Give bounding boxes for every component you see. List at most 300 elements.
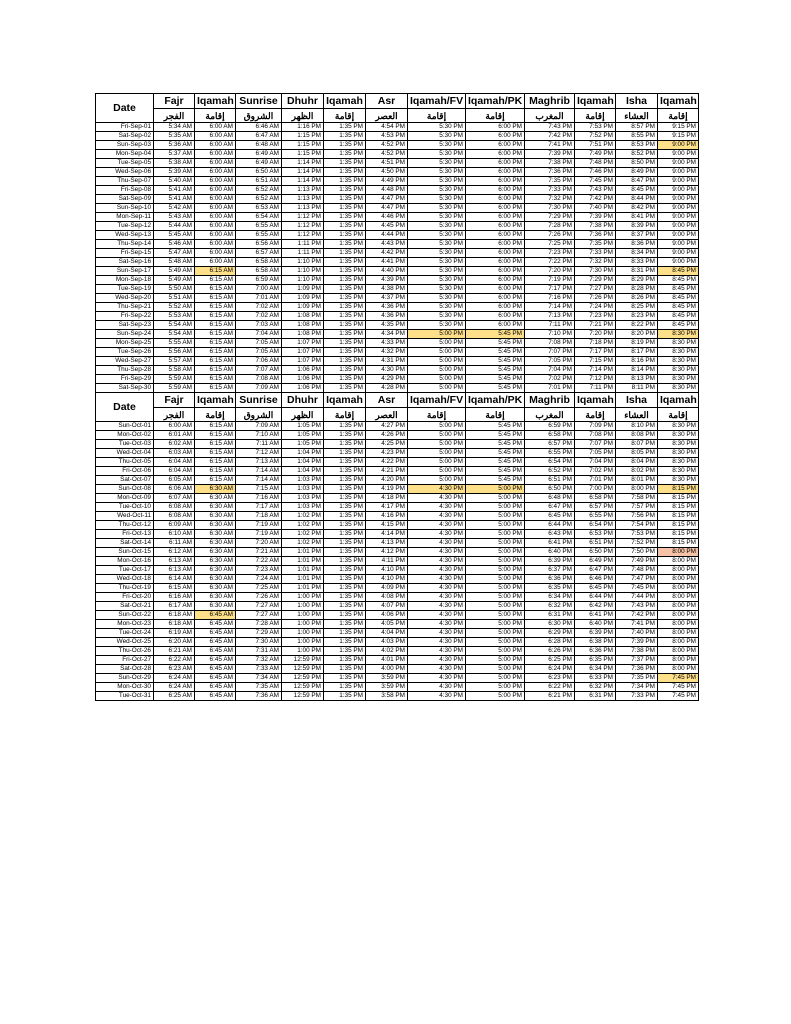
- time-cell: 6:00 PM: [466, 258, 525, 267]
- prayer-timetable: [95, 93, 698, 701]
- time-cell: 8:00 PM: [658, 611, 699, 620]
- time-cell: 6:00 PM: [466, 213, 525, 222]
- time-cell: 4:30 PM: [408, 683, 466, 692]
- time-cell: 9:00 PM: [658, 177, 699, 186]
- time-cell: 1:35 PM: [324, 566, 366, 575]
- table-row: [96, 467, 699, 476]
- table-row: [96, 159, 699, 168]
- time-cell: 5:52 AM: [154, 303, 195, 312]
- time-cell: 7:43 PM: [616, 602, 658, 611]
- column-header-ar: الظهر: [282, 109, 324, 123]
- time-cell: 8:55 PM: [616, 132, 658, 141]
- time-cell: 9:00 PM: [658, 222, 699, 231]
- time-cell: 4:45 PM: [366, 222, 408, 231]
- time-cell: 4:47 PM: [366, 204, 408, 213]
- time-cell: 8:47 PM: [616, 177, 658, 186]
- time-cell: 9:00 PM: [658, 195, 699, 204]
- time-cell: 1:35 PM: [324, 303, 366, 312]
- time-cell: 7:07 AM: [236, 366, 282, 375]
- time-cell: 8:20 PM: [616, 330, 658, 339]
- column-header-ar: إقامة: [324, 408, 366, 422]
- time-cell: 1:35 PM: [324, 476, 366, 485]
- time-cell: 7:43 PM: [575, 186, 616, 195]
- time-cell: 6:07 AM: [154, 494, 195, 503]
- time-cell: 6:15 AM: [195, 467, 236, 476]
- time-cell: 5:45 PM: [466, 348, 525, 357]
- time-cell: 7:44 PM: [616, 593, 658, 602]
- time-cell: 6:00 PM: [466, 195, 525, 204]
- time-cell: 1:35 PM: [324, 276, 366, 285]
- time-cell: 4:30 PM: [408, 503, 466, 512]
- time-cell: 8:15 PM: [658, 494, 699, 503]
- time-cell: 8:17 PM: [616, 348, 658, 357]
- date-cell: Mon-Oct-02: [96, 431, 154, 440]
- date-cell: Wed-Sep-27: [96, 357, 154, 366]
- time-cell: 6:00 AM: [195, 123, 236, 132]
- time-cell: 1:01 PM: [282, 566, 324, 575]
- time-cell: 6:00 PM: [466, 168, 525, 177]
- time-cell: 1:35 PM: [324, 321, 366, 330]
- time-cell: 8:04 PM: [616, 458, 658, 467]
- time-cell: 4:43 PM: [366, 240, 408, 249]
- time-cell: 5:00 PM: [466, 557, 525, 566]
- highlighted-time-cell: 8:15 PM: [658, 485, 699, 494]
- time-cell: 6:21 AM: [154, 647, 195, 656]
- date-cell: Fri-Sep-29: [96, 375, 154, 384]
- table-row: [96, 584, 699, 593]
- time-cell: 8:45 PM: [658, 303, 699, 312]
- time-cell: 8:08 PM: [616, 431, 658, 440]
- time-cell: 7:49 PM: [575, 150, 616, 159]
- time-cell: 6:56 AM: [236, 240, 282, 249]
- time-cell: 8:28 PM: [616, 285, 658, 294]
- date-cell: Fri-Sep-01: [96, 123, 154, 132]
- time-cell: 7:50 PM: [616, 548, 658, 557]
- time-cell: 5:00 PM: [466, 593, 525, 602]
- time-cell: 1:07 PM: [282, 339, 324, 348]
- time-cell: 4:54 PM: [366, 123, 408, 132]
- time-cell: 4:21 PM: [366, 467, 408, 476]
- date-cell: Fri-Sep-08: [96, 186, 154, 195]
- time-cell: 1:35 PM: [324, 231, 366, 240]
- time-cell: 8:45 PM: [658, 312, 699, 321]
- time-cell: 5:00 PM: [466, 584, 525, 593]
- time-cell: 1:08 PM: [282, 330, 324, 339]
- time-cell: 8:30 PM: [658, 440, 699, 449]
- date-cell: Tue-Sep-05: [96, 159, 154, 168]
- time-cell: 6:00 PM: [466, 321, 525, 330]
- time-cell: 6:00 AM: [154, 422, 195, 431]
- timetable-body: [96, 94, 699, 701]
- time-cell: 5:00 PM: [408, 366, 466, 375]
- time-cell: 9:00 PM: [658, 240, 699, 249]
- time-cell: 5:30 PM: [408, 276, 466, 285]
- time-cell: 5:59 AM: [154, 375, 195, 384]
- date-cell: Tue-Oct-10: [96, 503, 154, 512]
- column-header-en: Isha: [616, 393, 658, 408]
- time-cell: 8:07 PM: [616, 440, 658, 449]
- time-cell: 6:00 AM: [195, 231, 236, 240]
- table-row: [96, 357, 699, 366]
- time-cell: 7:02 PM: [525, 375, 575, 384]
- time-cell: 1:02 PM: [282, 530, 324, 539]
- column-header-ar: الفجر: [154, 109, 195, 123]
- table-row: [96, 285, 699, 294]
- time-cell: 7:19 AM: [236, 521, 282, 530]
- date-cell: Tue-Oct-17: [96, 566, 154, 575]
- time-cell: 6:15 AM: [195, 294, 236, 303]
- time-cell: 6:18 AM: [154, 611, 195, 620]
- time-cell: 4:36 PM: [366, 303, 408, 312]
- time-cell: 7:01 AM: [236, 294, 282, 303]
- table-row: [96, 611, 699, 620]
- time-cell: 7:35 PM: [525, 177, 575, 186]
- time-cell: 8:00 PM: [658, 566, 699, 575]
- time-cell: 4:30 PM: [408, 539, 466, 548]
- time-cell: 7:32 PM: [575, 258, 616, 267]
- time-cell: 7:39 PM: [525, 150, 575, 159]
- time-cell: 5:30 PM: [408, 231, 466, 240]
- table-row: [96, 494, 699, 503]
- time-cell: 6:58 AM: [236, 258, 282, 267]
- time-cell: 1:35 PM: [324, 168, 366, 177]
- highlighted-time-cell: 8:00 PM: [658, 548, 699, 557]
- time-cell: 5:46 AM: [154, 240, 195, 249]
- time-cell: 6:15 AM: [195, 431, 236, 440]
- time-cell: 6:00 AM: [195, 222, 236, 231]
- time-cell: 4:19 PM: [366, 485, 408, 494]
- time-cell: 6:04 AM: [154, 458, 195, 467]
- time-cell: 1:35 PM: [324, 449, 366, 458]
- time-cell: 4:30 PM: [408, 548, 466, 557]
- time-cell: 6:00 AM: [195, 240, 236, 249]
- date-cell: Mon-Sep-04: [96, 150, 154, 159]
- time-cell: 5:00 PM: [466, 602, 525, 611]
- time-cell: 7:46 PM: [575, 168, 616, 177]
- time-cell: 1:01 PM: [282, 584, 324, 593]
- column-header-en: Iqamah: [575, 94, 616, 109]
- time-cell: 5:00 PM: [466, 620, 525, 629]
- column-header-en: Sunrise: [236, 393, 282, 408]
- time-cell: 1:35 PM: [324, 204, 366, 213]
- time-cell: 5:35 AM: [154, 132, 195, 141]
- time-cell: 4:02 PM: [366, 647, 408, 656]
- time-cell: 12:59 PM: [282, 656, 324, 665]
- time-cell: 4:31 PM: [366, 357, 408, 366]
- time-cell: 7:11 AM: [236, 440, 282, 449]
- time-cell: 1:35 PM: [324, 431, 366, 440]
- table-row: [96, 575, 699, 584]
- time-cell: 6:00 AM: [195, 168, 236, 177]
- time-cell: 7:15 AM: [236, 485, 282, 494]
- time-cell: 4:13 PM: [366, 539, 408, 548]
- time-cell: 7:42 PM: [616, 611, 658, 620]
- time-cell: 7:58 PM: [616, 494, 658, 503]
- date-cell: Tue-Oct-24: [96, 629, 154, 638]
- time-cell: 1:11 PM: [282, 240, 324, 249]
- time-cell: 6:41 PM: [525, 539, 575, 548]
- table-row: [96, 204, 699, 213]
- time-cell: 1:35 PM: [324, 422, 366, 431]
- time-cell: 6:00 PM: [466, 231, 525, 240]
- date-cell: Mon-Sep-25: [96, 339, 154, 348]
- time-cell: 7:36 PM: [525, 168, 575, 177]
- time-cell: 5:55 AM: [154, 339, 195, 348]
- time-cell: 4:34 PM: [366, 330, 408, 339]
- time-cell: 8:30 PM: [658, 375, 699, 384]
- time-cell: 8:00 PM: [658, 638, 699, 647]
- date-cell: Fri-Oct-20: [96, 593, 154, 602]
- time-cell: 8:14 PM: [616, 366, 658, 375]
- time-cell: 4:38 PM: [366, 285, 408, 294]
- time-cell: 6:33 PM: [575, 674, 616, 683]
- time-cell: 6:45 AM: [195, 665, 236, 674]
- date-cell: Tue-Oct-03: [96, 440, 154, 449]
- time-cell: 8:34 PM: [616, 249, 658, 258]
- time-cell: 6:54 PM: [575, 521, 616, 530]
- time-cell: 8:53 PM: [616, 141, 658, 150]
- time-cell: 7:10 PM: [525, 330, 575, 339]
- time-cell: 8:05 PM: [616, 449, 658, 458]
- time-cell: 6:00 PM: [466, 303, 525, 312]
- time-cell: 6:49 PM: [575, 557, 616, 566]
- time-cell: 6:00 AM: [195, 204, 236, 213]
- time-cell: 5:00 PM: [408, 440, 466, 449]
- time-cell: 5:45 PM: [466, 339, 525, 348]
- date-cell: Thu-Oct-26: [96, 647, 154, 656]
- table-row: [96, 177, 699, 186]
- table-row: [96, 258, 699, 267]
- time-cell: 7:27 AM: [236, 602, 282, 611]
- table-row: [96, 141, 699, 150]
- time-cell: 4:30 PM: [408, 494, 466, 503]
- table-row: [96, 683, 699, 692]
- time-cell: 4:30 PM: [408, 638, 466, 647]
- time-cell: 6:40 PM: [575, 620, 616, 629]
- time-cell: 6:22 AM: [154, 656, 195, 665]
- time-cell: 6:32 PM: [525, 602, 575, 611]
- date-cell: Sat-Oct-14: [96, 539, 154, 548]
- time-cell: 8:52 PM: [616, 150, 658, 159]
- time-cell: 6:53 AM: [236, 204, 282, 213]
- time-cell: 4:49 PM: [366, 177, 408, 186]
- time-cell: 7:01 PM: [575, 476, 616, 485]
- time-cell: 6:45 AM: [195, 692, 236, 701]
- time-cell: 6:00 PM: [466, 222, 525, 231]
- time-cell: 6:31 PM: [575, 692, 616, 701]
- time-cell: 4:22 PM: [366, 458, 408, 467]
- time-cell: 5:30 PM: [408, 258, 466, 267]
- time-cell: 1:35 PM: [324, 656, 366, 665]
- date-cell: Wed-Sep-13: [96, 231, 154, 240]
- time-cell: 5:43 AM: [154, 213, 195, 222]
- time-cell: 4:08 PM: [366, 593, 408, 602]
- time-cell: 1:15 PM: [282, 132, 324, 141]
- date-cell: Wed-Oct-04: [96, 449, 154, 458]
- time-cell: 9:00 PM: [658, 231, 699, 240]
- date-cell: Thu-Sep-07: [96, 177, 154, 186]
- time-cell: 5:45 PM: [466, 476, 525, 485]
- time-cell: 8:37 PM: [616, 231, 658, 240]
- date-cell: Tue-Oct-31: [96, 692, 154, 701]
- time-cell: 1:35 PM: [324, 629, 366, 638]
- time-cell: 7:09 AM: [236, 422, 282, 431]
- table-row: [96, 294, 699, 303]
- table-row: [96, 231, 699, 240]
- time-cell: 8:00 PM: [658, 656, 699, 665]
- time-cell: 7:23 PM: [525, 249, 575, 258]
- time-cell: 9:00 PM: [658, 186, 699, 195]
- time-cell: 4:25 PM: [366, 440, 408, 449]
- time-cell: 5:38 AM: [154, 159, 195, 168]
- time-cell: 7:20 PM: [525, 267, 575, 276]
- time-cell: 6:00 AM: [195, 213, 236, 222]
- time-cell: 4:51 PM: [366, 159, 408, 168]
- time-cell: 7:54 PM: [616, 521, 658, 530]
- column-header-en: Iqamah: [195, 393, 236, 408]
- time-cell: 6:24 AM: [154, 683, 195, 692]
- time-cell: 6:16 AM: [154, 593, 195, 602]
- time-cell: 5:30 PM: [408, 123, 466, 132]
- time-cell: 8:30 PM: [658, 467, 699, 476]
- time-cell: 6:19 AM: [154, 629, 195, 638]
- time-cell: 1:08 PM: [282, 321, 324, 330]
- time-cell: 1:00 PM: [282, 602, 324, 611]
- date-cell: Sun-Oct-01: [96, 422, 154, 431]
- time-cell: 6:00 PM: [466, 285, 525, 294]
- table-row: [96, 566, 699, 575]
- time-cell: 1:35 PM: [324, 195, 366, 204]
- table-row: [96, 195, 699, 204]
- date-cell: Thu-Oct-12: [96, 521, 154, 530]
- time-cell: 1:03 PM: [282, 476, 324, 485]
- time-cell: 1:09 PM: [282, 303, 324, 312]
- time-cell: 6:00 PM: [466, 294, 525, 303]
- time-cell: 4:33 PM: [366, 339, 408, 348]
- date-cell: Wed-Sep-20: [96, 294, 154, 303]
- table-row: [96, 539, 699, 548]
- time-cell: 7:30 PM: [525, 204, 575, 213]
- time-cell: 1:04 PM: [282, 458, 324, 467]
- time-cell: 1:01 PM: [282, 548, 324, 557]
- time-cell: 1:35 PM: [324, 674, 366, 683]
- time-cell: 6:32 PM: [575, 683, 616, 692]
- time-cell: 5:00 PM: [408, 348, 466, 357]
- time-cell: 4:30 PM: [408, 566, 466, 575]
- time-cell: 1:03 PM: [282, 494, 324, 503]
- time-cell: 7:42 PM: [575, 195, 616, 204]
- time-cell: 9:00 PM: [658, 159, 699, 168]
- time-cell: 7:33 PM: [616, 692, 658, 701]
- time-cell: 8:44 PM: [616, 195, 658, 204]
- time-cell: 5:54 AM: [154, 330, 195, 339]
- time-cell: 12:59 PM: [282, 674, 324, 683]
- time-cell: 4:32 PM: [366, 348, 408, 357]
- time-cell: 7:27 AM: [236, 611, 282, 620]
- time-cell: 8:00 PM: [658, 665, 699, 674]
- highlighted-time-cell: 7:45 PM: [658, 674, 699, 683]
- time-cell: 1:35 PM: [324, 584, 366, 593]
- time-cell: 1:16 PM: [282, 123, 324, 132]
- time-cell: 6:28 PM: [525, 638, 575, 647]
- column-header-ar: إقامة: [195, 109, 236, 123]
- time-cell: 4:28 PM: [366, 384, 408, 393]
- time-cell: 6:42 PM: [575, 602, 616, 611]
- time-cell: 7:24 PM: [575, 303, 616, 312]
- time-cell: 1:01 PM: [282, 575, 324, 584]
- time-cell: 5:45 PM: [466, 431, 525, 440]
- time-cell: 4:10 PM: [366, 575, 408, 584]
- time-cell: 5:48 AM: [154, 258, 195, 267]
- column-header-ar: إقامة: [195, 408, 236, 422]
- time-cell: 5:30 PM: [408, 285, 466, 294]
- table-row: [96, 665, 699, 674]
- time-cell: 7:17 PM: [525, 285, 575, 294]
- time-cell: 6:00 AM: [195, 141, 236, 150]
- time-cell: 6:30 PM: [525, 620, 575, 629]
- time-cell: 6:54 AM: [236, 213, 282, 222]
- time-cell: 7:36 PM: [575, 231, 616, 240]
- time-cell: 6:30 AM: [195, 503, 236, 512]
- table-row: [96, 303, 699, 312]
- time-cell: 7:05 PM: [525, 357, 575, 366]
- time-cell: 6:00 PM: [466, 150, 525, 159]
- highlighted-time-cell: 8:45 PM: [658, 267, 699, 276]
- time-cell: 7:56 PM: [616, 512, 658, 521]
- time-cell: 7:33 PM: [575, 249, 616, 258]
- date-cell: Sun-Oct-29: [96, 674, 154, 683]
- time-cell: 4:35 PM: [366, 321, 408, 330]
- time-cell: 12:59 PM: [282, 683, 324, 692]
- date-cell: Sun-Sep-03: [96, 141, 154, 150]
- time-cell: 1:35 PM: [324, 285, 366, 294]
- time-cell: 6:13 AM: [154, 566, 195, 575]
- time-cell: 1:35 PM: [324, 240, 366, 249]
- time-cell: 5:41 AM: [154, 195, 195, 204]
- time-cell: 4:40 PM: [366, 267, 408, 276]
- time-cell: 6:29 PM: [525, 629, 575, 638]
- time-cell: 4:12 PM: [366, 548, 408, 557]
- date-cell: Sat-Oct-07: [96, 476, 154, 485]
- time-cell: 4:07 PM: [366, 602, 408, 611]
- time-cell: 1:35 PM: [324, 692, 366, 701]
- time-cell: 4:30 PM: [408, 521, 466, 530]
- time-cell: 6:00 PM: [466, 177, 525, 186]
- time-cell: 5:30 PM: [408, 150, 466, 159]
- time-cell: 1:35 PM: [324, 177, 366, 186]
- time-cell: 8:49 PM: [616, 168, 658, 177]
- time-cell: 5:30 PM: [408, 177, 466, 186]
- time-cell: 8:11 PM: [616, 384, 658, 393]
- time-cell: 6:45 AM: [195, 656, 236, 665]
- time-cell: 1:35 PM: [324, 186, 366, 195]
- table-row: [96, 557, 699, 566]
- column-header-en: Maghrib: [525, 393, 575, 408]
- time-cell: 4:50 PM: [366, 168, 408, 177]
- time-cell: 1:04 PM: [282, 467, 324, 476]
- time-cell: 6:00 PM: [466, 186, 525, 195]
- time-cell: 4:23 PM: [366, 449, 408, 458]
- table-row: [96, 339, 699, 348]
- time-cell: 1:35 PM: [324, 665, 366, 674]
- time-cell: 9:15 PM: [658, 132, 699, 141]
- table-row: [96, 222, 699, 231]
- column-header-ar: العشاء: [616, 408, 658, 422]
- table-row: [96, 384, 699, 393]
- column-header-ar: إقامة: [575, 109, 616, 123]
- table-row: [96, 638, 699, 647]
- time-cell: 6:15 AM: [195, 276, 236, 285]
